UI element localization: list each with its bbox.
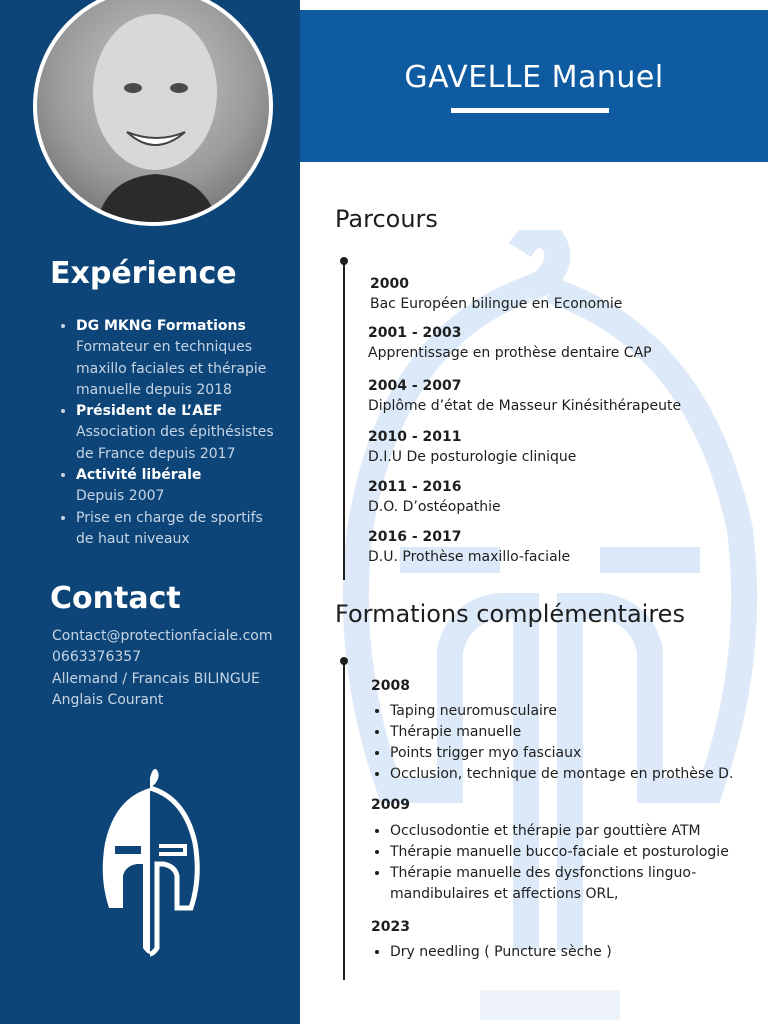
formations-timeline bbox=[343, 662, 345, 980]
parcours-desc: D.O. D’ostéopathie bbox=[368, 499, 501, 515]
profile-photo bbox=[33, 0, 273, 226]
contact-block bbox=[52, 626, 297, 711]
experience-title: Expérience bbox=[50, 256, 237, 291]
formation-item: • Occlusion, technique de montage en prothèse D. bbox=[390, 764, 768, 785]
formation-item: • Dry needling ( Puncture sèche ) bbox=[390, 942, 768, 963]
experience-item-line: de France depuis 2017 bbox=[76, 445, 236, 462]
formation-list bbox=[370, 701, 768, 785]
contact-title: Contact bbox=[50, 581, 181, 616]
formations-title: Formations complémentaires bbox=[335, 600, 685, 628]
parcours-entry bbox=[368, 477, 501, 517]
experience-item bbox=[76, 316, 321, 401]
experience-item bbox=[76, 401, 321, 465]
spartan-helmet-logo-icon bbox=[95, 758, 205, 968]
experience-item-line: • Prise en charge de sportifs bbox=[76, 509, 263, 526]
experience-item bbox=[76, 465, 321, 508]
formation-item: • Taping neuromusculaire bbox=[390, 701, 768, 722]
parcours-desc: D.I.U De posturologie clinique bbox=[368, 449, 577, 465]
parcours-year: 2011 - 2016 bbox=[368, 479, 462, 495]
formation-year: 2009 bbox=[371, 797, 410, 813]
parcours-title: Parcours bbox=[335, 205, 438, 233]
parcours-year: 2016 - 2017 bbox=[368, 529, 462, 545]
parcours-year: 2010 - 2011 bbox=[368, 429, 462, 445]
formation-item: • Thérapie manuelle bucco-faciale et posturologie bbox=[390, 842, 768, 863]
formation-item: • Points trigger myo fasciaux bbox=[390, 743, 768, 764]
parcours-entry bbox=[368, 323, 652, 363]
formation-item: • Occlusodontie et thérapie par gouttière ATM bbox=[390, 821, 768, 842]
parcours-entry bbox=[368, 427, 576, 467]
formation-item: • Thérapie manuelle bbox=[390, 722, 768, 743]
person-name: GAVELLE Manuel bbox=[404, 60, 664, 95]
formation-item: • Thérapie manuelle des dysfonctions linguo-mandibulaires et affections ORL, bbox=[390, 863, 730, 905]
experience-item-line: Formateur en techniques bbox=[76, 339, 253, 356]
parcours-year: 2001 - 2003 bbox=[368, 325, 462, 341]
formation-list bbox=[370, 942, 768, 963]
parcours-year: 2000 bbox=[370, 276, 409, 292]
header-band bbox=[300, 10, 768, 162]
experience-item-line: manuelle depuis 2018 bbox=[76, 381, 232, 398]
parcours-timeline bbox=[343, 262, 345, 580]
parcours-entry bbox=[368, 376, 681, 416]
experience-item-line: de haut niveaux bbox=[76, 530, 190, 547]
name-underline bbox=[451, 108, 609, 113]
portrait-illustration bbox=[37, 0, 269, 222]
parcours-desc: Diplôme d’état de Masseur Kinésithérapeute bbox=[368, 398, 682, 414]
formation-list bbox=[370, 821, 768, 905]
experience-item-line: Depuis 2007 bbox=[76, 488, 165, 505]
contact-email[interactable]: Contact@protectionfaciale.com bbox=[52, 628, 273, 644]
experience-item-title: • Activité libérale bbox=[76, 467, 202, 484]
parcours-entry bbox=[370, 274, 622, 314]
contact-language-2: Anglais Courant bbox=[52, 691, 164, 708]
contact-phone[interactable]: 0663376357 bbox=[52, 649, 142, 666]
sidebar bbox=[0, 0, 300, 1024]
experience-item bbox=[76, 508, 321, 551]
experience-item-line: Association des épithésistes bbox=[76, 424, 274, 441]
experience-item-line: maxillo faciales et thérapie bbox=[76, 360, 267, 377]
contact-language-1: Allemand / Francais BILINGUE bbox=[52, 670, 260, 687]
parcours-year: 2004 - 2007 bbox=[368, 378, 462, 394]
formation-year: 2023 bbox=[371, 919, 410, 935]
experience-item-title: • Président de L’AEF bbox=[76, 403, 223, 420]
experience-list bbox=[54, 316, 321, 550]
parcours-desc: Bac Européen bilingue en Economie bbox=[370, 296, 623, 312]
parcours-desc: Apprentissage en prothèse dentaire CAP bbox=[368, 345, 652, 361]
formation-year: 2008 bbox=[371, 678, 410, 694]
parcours-desc: D.U. Prothèse maxillo-faciale bbox=[368, 549, 571, 565]
experience-item-title: • DG MKNG Formations bbox=[76, 318, 246, 334]
parcours-entry bbox=[368, 527, 570, 567]
